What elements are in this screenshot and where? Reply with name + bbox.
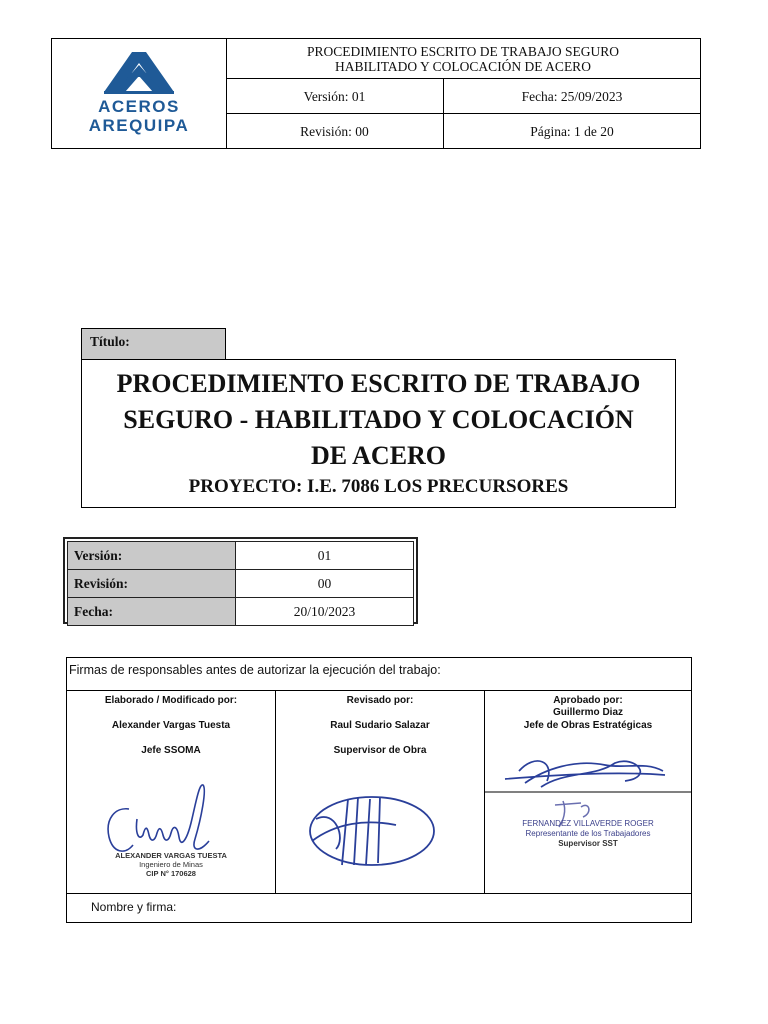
prepared-stamp-line-3: CIP N° 170628	[146, 869, 196, 878]
approved-stamp-line-2: Representante de los Trabajadores	[525, 829, 651, 838]
version-value: 01	[236, 542, 414, 570]
reviewed-role: Revisado por:	[346, 695, 414, 706]
header-title-line-2: HABILITADO Y COLOCACIÓN DE ACERO	[335, 59, 591, 74]
document-title	[82, 366, 675, 474]
signature-column-prepared	[66, 690, 276, 894]
project-name: PROYECTO: I.E. 7086 LOS PRECURSORES	[188, 476, 569, 497]
signature-reviewed-icon	[276, 779, 484, 889]
signature-column-approved	[484, 690, 692, 894]
prepared-stamp-line-2: Ingeniero de Minas	[139, 860, 203, 869]
title-line-1: PROCEDIMIENTO ESCRITO DE TRABAJO	[116, 369, 641, 398]
approved-stamp-line-1: FERNANDEZ VILLAVERDE ROGER	[522, 819, 654, 828]
header-revision: Revisión: 00	[226, 114, 444, 149]
table-row	[68, 598, 414, 626]
title-line-3: DE ACERO	[310, 441, 447, 470]
revision-value: 00	[236, 570, 414, 598]
version-info-table	[63, 537, 418, 624]
approved-stamp	[485, 819, 691, 849]
header-title-line-1: PROCEDIMIENTO ESCRITO DE TRABAJO SEGURO	[306, 44, 620, 59]
header-title	[226, 39, 700, 79]
document-header	[51, 38, 701, 149]
reviewed-position: Supervisor de Obra	[333, 745, 427, 756]
signature-column-reviewed	[275, 690, 485, 894]
revision-label: Revisión:	[68, 570, 236, 598]
prepared-name: Alexander Vargas Tuesta	[111, 720, 231, 731]
approved-position: Jefe de Obras Estratégicas	[523, 720, 653, 731]
signatures-header: Firmas de responsables antes de autorizar la ejecución del trabajo:	[66, 657, 692, 691]
prepared-position: Jefe SSOMA	[141, 745, 201, 756]
date-value: 20/10/2023	[236, 598, 414, 626]
approved-role: Aprobado por:	[553, 695, 623, 706]
header-date: Fecha: 25/09/2023	[444, 79, 700, 114]
title-tab: Título:	[81, 328, 226, 360]
signatures-footer: Nombre y firma:	[66, 893, 692, 923]
table-row	[68, 570, 414, 598]
title-box	[81, 359, 676, 508]
prepared-stamp	[67, 851, 275, 878]
reviewed-name: Raul Sudario Salazar	[330, 720, 430, 731]
approved-stamp-line-3: Supervisor SST	[558, 839, 618, 848]
logo-line-1: ACEROS	[98, 97, 180, 116]
title-line-2: SEGURO - HABILITADO Y COLOCACIÓN	[123, 405, 634, 434]
version-label: Versión:	[68, 542, 236, 570]
date-label: Fecha:	[68, 598, 236, 626]
header-page: Página: 1 de 20	[530, 124, 614, 139]
logo-line-2: AREQUIPA	[88, 116, 190, 135]
header-version: Versión: 01	[226, 79, 444, 114]
table-row	[68, 542, 414, 570]
prepared-stamp-line-1: ALEXANDER VARGAS TUESTA	[115, 851, 227, 860]
company-logo	[52, 39, 227, 148]
prepared-role: Elaborado / Modificado por:	[104, 695, 238, 706]
approved-name: Guillermo Diaz	[552, 707, 623, 718]
